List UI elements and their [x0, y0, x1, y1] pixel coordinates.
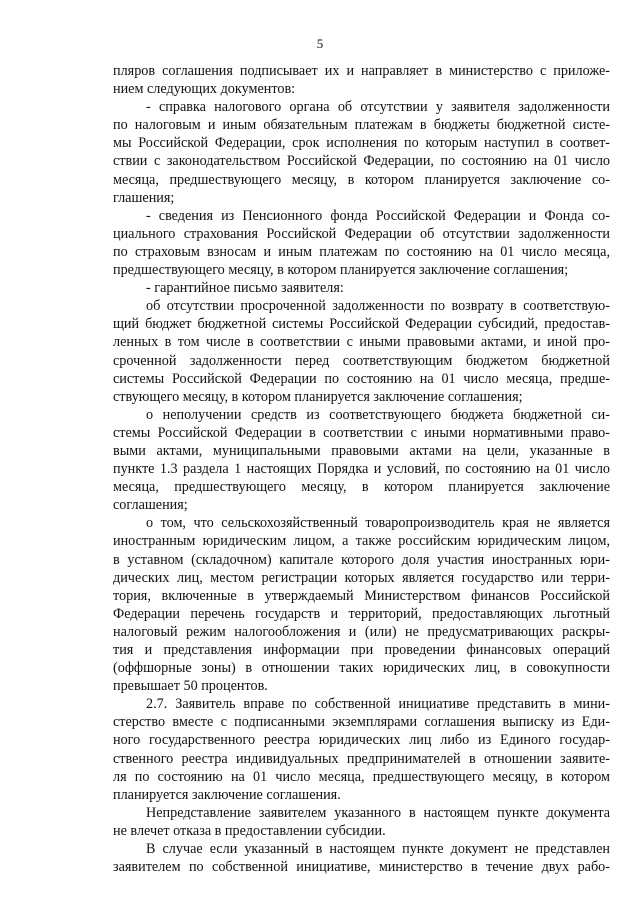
text-line: по налоговым и иным обязательным платежам в бюджеты бюджетной систе-: [113, 117, 610, 134]
text-line: сроченной задолженности перед соответствующим бюджетом бюджетной: [113, 352, 610, 369]
text-line: по страховым взносам и иным платежам по состоянию на 01 число месяца,: [113, 243, 610, 260]
text-line: глашения;: [113, 189, 175, 206]
text-line: тия и представления информации при проведении финансовых операций: [113, 642, 610, 658]
text-line: системы Российской Федерации по состоянию на 01 число месяца, предше-: [113, 370, 610, 387]
text-line: ного государственного реестра юридических лиц либо из Единого государ-: [113, 732, 610, 749]
text-line: предшествующего месяцу, в котором планируется заключение соглашения;: [113, 262, 569, 279]
text-line: превышает 50 процентов.: [113, 678, 268, 695]
text-line: пункте 1.3 раздела 1 настоящих Порядка и условий, по состоянию на 01 число: [113, 461, 610, 478]
text-line: заявителем по собственной инициативе, министерство в течение двух рабо-: [113, 859, 610, 876]
text-line: месяца, предшествующего месяцу, в котором планируется заключение: [113, 479, 610, 496]
text-line: 2.7. Заявитель вправе по собственной инициативе представить в мини-: [146, 696, 610, 713]
text-line: соглашения;: [113, 497, 188, 514]
text-line: дических лиц, местом регистрации которых является государство или терри-: [113, 569, 610, 586]
text-line: пляров соглашения подписывает их и направляет в министерство с приложе-: [113, 63, 610, 79]
text-line: ленных в том числе в соответствии с иными правовыми актами, и иной про-: [113, 334, 610, 351]
text-line: Непредставление заявителем указанного в настоящем пункте документа: [146, 804, 610, 821]
text-line: мы Российской Федерации, срок исполнения по которым наступил в соответ-: [113, 135, 610, 152]
text-line: - гарантийное письмо заявителя:: [146, 280, 344, 297]
text-line: о том, что сельскохозяйственный товаропроизводитель края не является: [146, 515, 610, 532]
document-body: [113, 62, 610, 876]
text-line: ственного реестра индивидуальных предпринимателей в отношении заявите-: [113, 750, 610, 767]
page-number: 5: [316, 36, 324, 51]
text-line: (оффшорные зоны) в отношении таких юридических лиц, в совокупности: [113, 660, 610, 677]
text-line: - сведения из Пенсионного фонда Российской Федерации и Фонда со-: [146, 207, 610, 224]
text-line: тория, включенные в утверждаемый Министерством финансов Российской: [113, 587, 610, 604]
text-line: в уставном (складочном) капитале которого доля участия иностранных юри-: [113, 551, 610, 568]
text-line: щий бюджет бюджетной системы Российской Федерации субсидий, предостав-: [113, 316, 610, 333]
text-line: нием следующих документов:: [113, 81, 296, 98]
text-line: планируется заключение соглашения.: [113, 786, 341, 803]
text-line: стерство вместе с подписанными экземплярами соглашения выписку из Еди-: [113, 714, 610, 731]
text-line: Федерации перечень государств и территорий, предоставляющих льготный: [113, 605, 610, 622]
text-line: ствующего месяцу, в котором планируется заключение соглашения;: [113, 388, 523, 405]
text-line: В случае если указанный в настоящем пункте документ не представлен: [146, 841, 610, 858]
text-line: иностранным юридическим лицом, а также российским юридическим лицом,: [113, 533, 610, 550]
text-line: об отсутствии просроченной задолженности по возврату в соответствую-: [146, 298, 610, 315]
text-line: ствии с законодательством Российской Федерации, по состоянию на 01 число: [113, 153, 610, 170]
text-line: не влечет отказа в предоставлении субсидии.: [113, 822, 386, 839]
text-line: выми актами, муниципальными правовыми актами на цели, указанные в: [113, 442, 610, 459]
text-line: ля по состоянию на 01 число месяца, предшествующего месяцу, в котором: [113, 768, 610, 785]
text-line: налоговый режим налогообложения и (или) не предусматривающих раскры-: [113, 623, 610, 640]
text-line: циального страхования Российской Федерации об отсутствии задолженности: [113, 225, 610, 242]
text-line: стемы Российской Федерации в соответствии с иными нормативными право-: [113, 424, 610, 441]
text-line: - справка налогового органа об отсутствии у заявителя задолженности: [146, 99, 610, 116]
text-line: месяца, предшествующего месяцу, в котором планируется заключение со-: [113, 171, 610, 188]
text-line: о неполучении средств из соответствующего бюджета бюджетной си-: [146, 406, 610, 423]
